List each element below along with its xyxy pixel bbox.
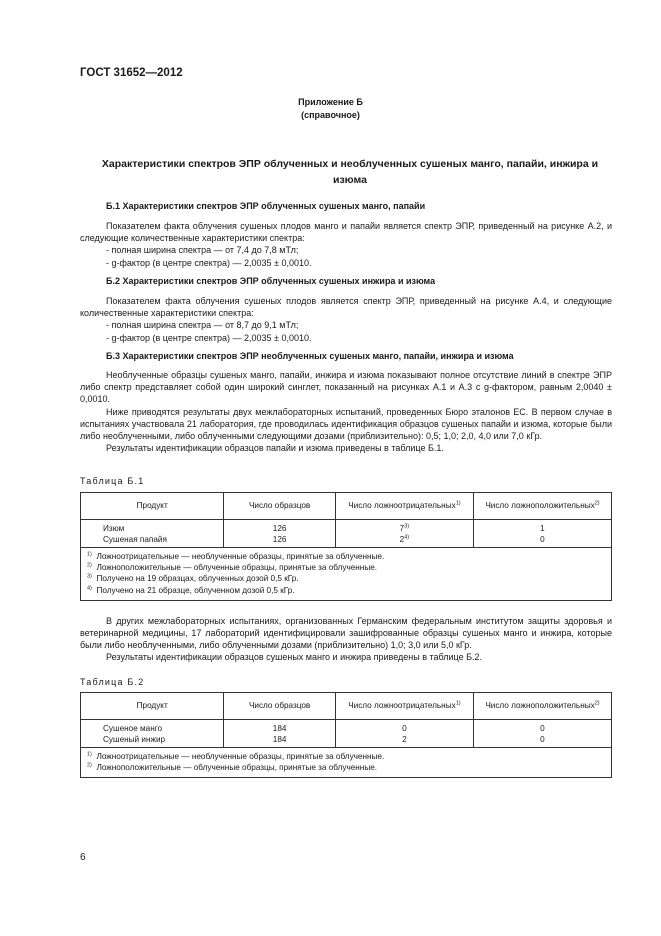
table-note: $^{3)}$ Получено на 19 образцах, облученных дозой 0,5 кГр. [87,573,299,584]
table-header-row [81,693,612,720]
table-row [81,720,612,735]
table-notes-row [81,548,612,601]
inter-table-text [80,615,612,664]
table2 [80,692,612,778]
appendix-heading [0,96,661,122]
table-row [81,520,612,535]
table-cell: 126 [224,534,336,548]
table-row [81,734,612,748]
table-notes [81,548,612,601]
section-paragraph: Показателем факта облучения сушеных плодов манго и папайи является спектр ЭПР, приведенный на рисунке А.2, и следующие количественные характеристики спектра: [80,221,612,244]
section-paragraph: Результаты идентификации образцов папайи и изюма приведены в таблице Б.1. [106,442,444,453]
list-item: - g-фактор (в центре спектра) — 2,0035 ± 0,0010. [106,332,312,343]
list-item: - g-фактор (в центре спектра) — 2,0035 ± 0,0010. [106,257,312,268]
table-cell: 126 [224,520,336,535]
table1 [80,492,612,601]
table-cell: 1 [473,520,611,535]
table-cell: 2$^{4)}$ [335,534,473,548]
table-cell: 0 [335,720,473,735]
table-header-cell: Число ложноположительных$^{2)}$ [473,693,611,720]
table-cell: 0 [473,734,611,748]
paragraph: Результаты идентификации образцов сушеных манго и инжира приведены в таблице Б.2. [106,652,483,663]
table-header-row [81,493,612,520]
main-title: Характеристики спектров ЭПР облученных и необлученных сушеных манго, папайи, инжира и изюма [101,158,599,186]
table-notes [81,748,612,778]
appendix-title: Приложение Б [298,97,363,107]
table-header-cell: Число образцов [224,493,336,520]
table-header-cell: Число ложноположительных$^{2)}$ [473,493,611,520]
standard-header: ГОСТ 31652—2012 [80,67,183,79]
table-note: $^{1)}$ Ложноотрицательные — необлученные образцы, принятые за облученные. [87,751,385,761]
table-cell: 7$^{3)}$ [335,520,473,535]
table-header-cell: Продукт [81,493,224,520]
table2-caption: Таблица Б.2 [80,677,145,687]
table-notes-row [81,748,612,778]
paragraph: В других межлабораторных испытаниях, организованных Германским федеральным институтом защиты здоровья и ветеринарной медицины, 17 лабораторий идентифицировали зашифрованные образцы сушеных манго и инжира, которые были либо необлученными, либо облученными дозами (приблизительно) 1,0; 3,0 или 5,0 кГр. [80,616,612,651]
table-note: $^{2)}$ Ложноположительные — облученные образцы, принятые за облученные. [87,562,378,573]
table-cell: 0 [473,534,611,548]
section-paragraph: Ниже приводятся результаты двух межлабораторных испытаний, проведенных Бюро эталонов ЕС. В первом случае в испытаниях участвовала 21 лаборатория, где проводилась идентификация образцов сушеных папайи и изюма, которые были либо необлученными, либо облученными следующими дозами (приблизительно): 0,5; 1,0; 2,0, 4,0 или 7,0 кГр. [80,406,612,441]
table-cell: 184 [224,734,336,748]
table-cell: 0 [473,720,611,735]
table-cell: 184 [224,720,336,735]
table-cell: 2 [335,734,473,748]
section-b1 [80,200,612,269]
section-paragraph: Необлученные образцы сушеных манго, папайи, инжира и изюма показывают полное отсутствие линий в спектре ЭПР либо спектр представляет собой один широкий синглет, показанный на рисунках А.1 и А.3 с g-фактором, равным 2,0040 ± 0,0010. [80,370,612,405]
table-cell: Сушеный инжир [81,734,224,748]
list-item: - полная ширина спектра — от 7,4 до 7,8 мТл; [106,245,299,256]
table-row [81,534,612,548]
table-header-cell: Число образцов [224,693,336,720]
section-heading: Б.2 Характеристики спектров ЭПР облученных сушеных инжира и изюма [106,276,436,286]
list-item: - полная ширина спектра — от 8,7 до 9,1 мТл; [106,320,299,331]
section-b3 [80,350,612,454]
section-b2 [80,275,612,344]
section-heading: Б.3 Характеристики спектров ЭПР необлученных сушеных манго, папайи, инжира и изюма [106,351,514,361]
table-note: $^{4)}$ Получено на 21 образце, облученном дозой 0,5 кГр. [87,584,295,595]
table-cell: Изюм [81,520,224,535]
section-paragraph: Показателем факта облучения сушеных плодов является спектр ЭПР, приведенный на рисунке А.4, и следующие количественные характеристики спектра: [80,296,612,319]
table-cell: Сушеное манго [81,720,224,735]
section-heading: Б.1 Характеристики спектров ЭПР облученных сушеных манго, папайи [106,201,426,211]
table1-caption: Таблица Б.1 [80,476,145,486]
appendix-subtitle: (справочное) [301,110,360,120]
table-note: $^{1)}$ Ложноотрицательные — необлученные образцы, принятые за облученные. [87,551,385,561]
table-header-cell: Число ложноотрицательных$^{1)}$ [335,693,473,720]
table-header-cell: Число ложноотрицательных$^{1)}$ [335,493,473,520]
page-number: 6 [80,852,86,863]
table-note: $^{2)}$ Ложноположительные — облученные образцы, принятые за облученные. [87,762,378,773]
table-cell: Сушеная папайя [81,534,224,548]
table-header-cell: Продукт [81,693,224,720]
